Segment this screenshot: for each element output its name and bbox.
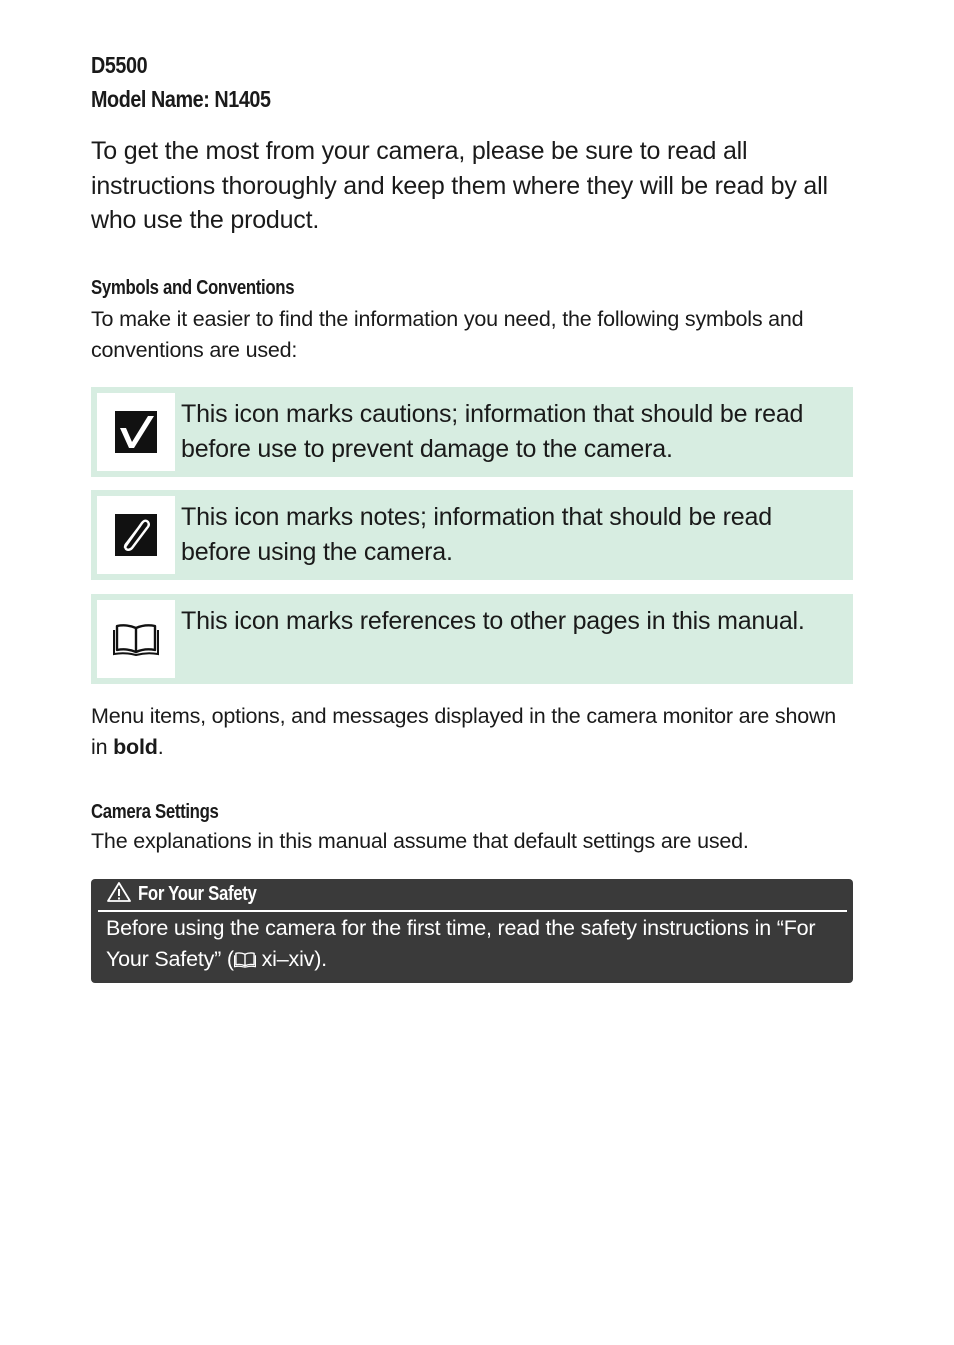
note-box (91, 490, 853, 580)
note-text: This icon marks notes; information that should be read before using the camera. (181, 503, 772, 566)
symbols-heading: Symbols and Conventions (91, 277, 295, 299)
safety-text-end: ). (314, 947, 327, 971)
warning-triangle-icon (106, 881, 132, 908)
menu-note-suffix: . (157, 735, 164, 759)
camera-settings-section (91, 798, 853, 857)
model-number: D5500 (91, 52, 148, 78)
note-pencil-icon (97, 496, 175, 574)
reference-box (91, 594, 853, 684)
safety-divider (98, 910, 847, 912)
caution-box (91, 387, 853, 477)
menu-note-bold: bold (113, 735, 158, 759)
model-header (91, 48, 300, 116)
symbols-description: To make it easier to find the information you need, the following symbols and conventions are used: (91, 307, 804, 362)
safety-header (106, 879, 279, 910)
reference-text: This icon marks references to other pages in this manual. (181, 607, 805, 635)
book-reference-icon (97, 600, 175, 678)
model-name: Model Name: N1405 (91, 86, 271, 112)
caution-text: This icon marks cautions; information that should be read before use to prevent damage to the camera. (181, 400, 804, 463)
intro-paragraph: To get the most from your camera, please be sure to read all instructions thoroughly and keep them where they will be read by all who use the product. (91, 137, 828, 234)
menu-note-text: Menu items, options, and messages displayed in the camera monitor are shown in (91, 704, 837, 759)
menu-note (91, 701, 853, 763)
safety-body (106, 913, 846, 977)
symbols-section (91, 274, 853, 366)
safety-box (91, 879, 853, 983)
camera-settings-text: The explanations in this manual assume that default settings are used. (91, 829, 749, 853)
caution-check-icon (97, 393, 175, 471)
safety-text: Before using the camera for the first time, read the safety instructions in “For Your Safety” ( (106, 916, 816, 971)
book-reference-icon (234, 946, 256, 977)
camera-settings-heading: Camera Settings (91, 801, 219, 823)
safety-page-ref: xi–xiv (255, 947, 315, 971)
safety-title: For Your Safety (138, 883, 257, 905)
